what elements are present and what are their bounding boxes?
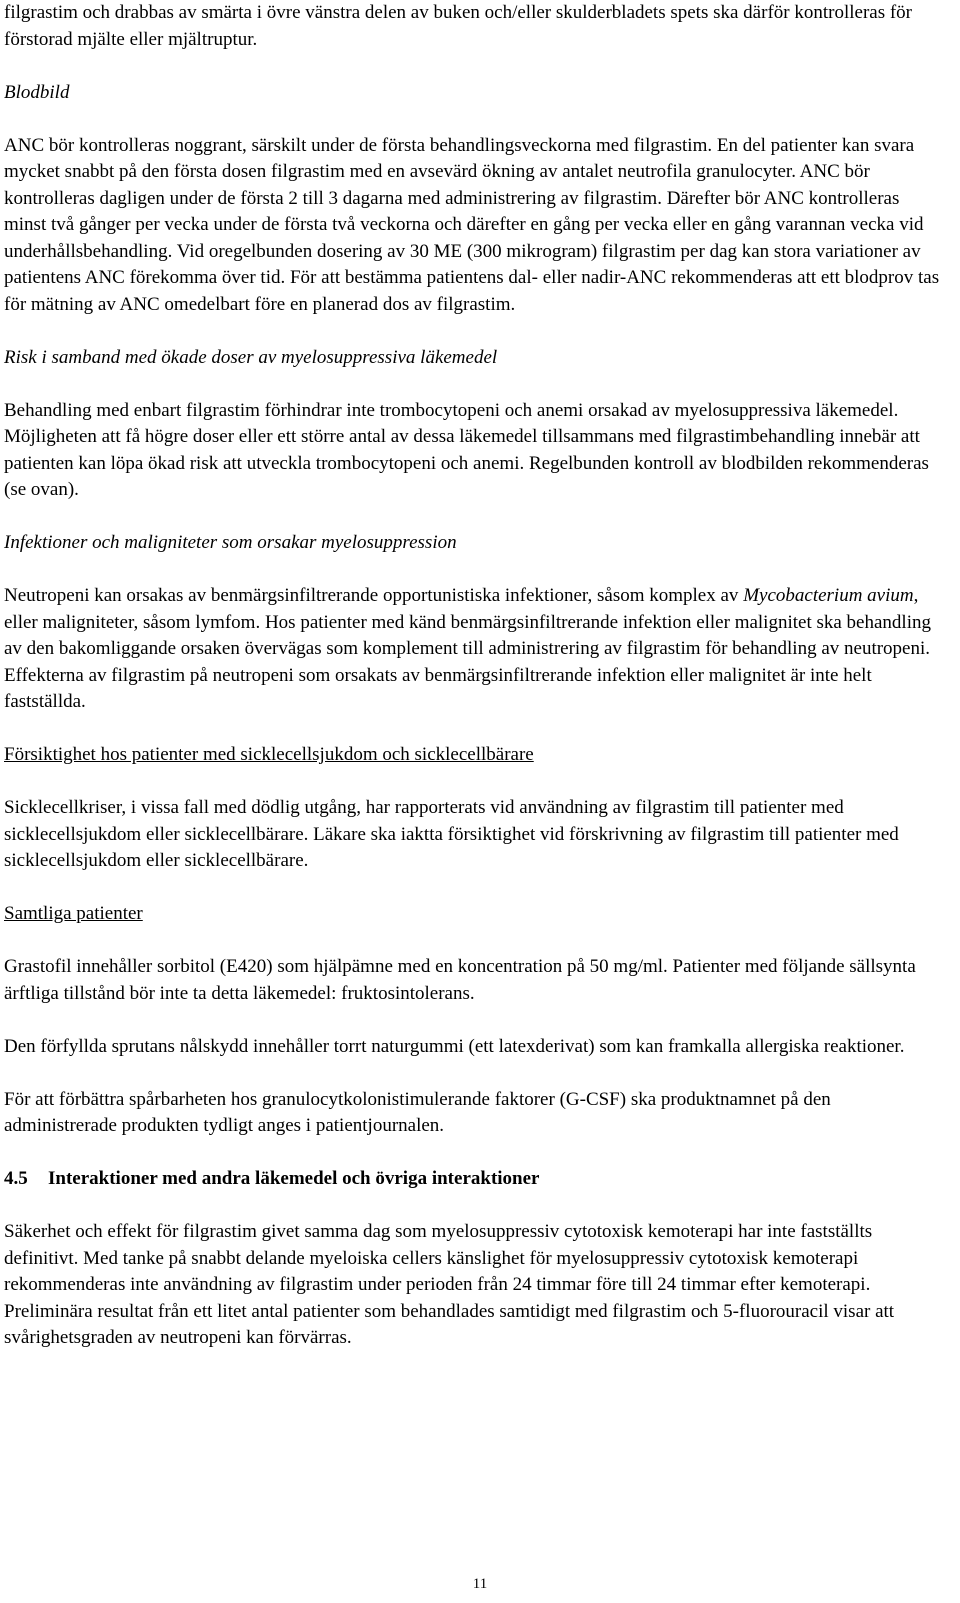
paragraph-interaktioner: Säkerhet och effekt för filgrastim givet samma dag som myelosuppressiv cytotoxisk kemoterapi har inte fastställts definitivt. Med tanke på snabbt delande myeloiska cellers känslighet för myelosuppressiv cytotoxisk kemoterapi rekommenderas inte användning av filgrastim under perioden från 24 timmar före till 24 timmar efter kemoterapi. Preliminära resultat från ett litet antal patienter som behandlades samtidigt med filgrastim och 5-fluorouracil visar att svårighetsgraden av neutropeni kan förvärras. — [4, 1221, 895, 1348]
spacer — [4, 716, 944, 743]
spacer — [4, 1140, 944, 1167]
section-title: Interaktioner med andra läkemedel och övriga interaktioner — [48, 1168, 540, 1189]
heading-sicklecell: Försiktighet hos patienter med sicklecellsjukdom och sicklecellbärare — [4, 744, 534, 765]
paragraph-infektioner-part2: , eller maligniteter, såsom lymfom. Hos patienter med känd benmärgsinfiltrerande infektion eller malignitet ska behandling av den bakomliggande orsaken övervägas som komplement till administrering av filgrastim för behandling av neutropeni. Effekterna av filgrastim på neutropeni som orsakats av benmärgsinfiltrerande infektion eller malignitet är inte helt fastställda. — [4, 585, 931, 712]
spacer — [4, 1193, 944, 1220]
paragraph-blodbild: ANC bör kontrolleras noggrant, särskilt under de första behandlingsveckorna med filgrastim. En del patienter kan svara mycket snabbt på den första dosen filgrastim med en avsevärd ökning av antalet neutrofila granulocyter. ANC bör kontrolleras dagligen under de första 2 till 3 dagarna med administrering av filgrastim. Därefter bör ANC kontrolleras minst två gånger per vecka under de första två veckorna och därefter en gång per vecka eller en gång varannan vecka vid underhållsbehandling. Vid oregelbunden dosering av 30 ME (300 mikrogram) filgrastim per dag kan stora variationer av patientens ANC förekomma över tid. För att bestämma patientens dal- eller nadir-ANC rekommenderas att ett blodprov tas för mätning av ANC omedelbart före en planerad dos av filgrastim. — [4, 134, 940, 315]
heading-risk: Risk i samband med ökade doser av myelosuppressiva läkemedel — [4, 346, 498, 368]
heading-section-4-5 — [4, 1166, 944, 1193]
paragraph-sicklecell: Sicklecellkriser, i vissa fall med dödlig utgång, har rapporterats vid användning av filgrastim till patienter med sicklecellsjukdom eller sicklecellbärare. Läkare ska iaktta försiktighet vid förskrivning av filgrastim till patienter med sicklecellsjukdom eller sicklecellbärare. — [4, 797, 899, 871]
heading-samtliga: Samtliga patienter — [4, 903, 143, 924]
mycobacterium-term: Mycobacterium avium — [743, 585, 914, 606]
spacer — [4, 1007, 944, 1034]
spacer — [4, 557, 944, 584]
paragraph-mjalte: filgrastim och drabbas av smärta i övre vänstra delen av buken och/eller skulderbladets spets ska därför kontrolleras för förstorad mjälte eller mjältruptur. — [4, 2, 913, 50]
section-number: 4.5 — [4, 1168, 28, 1189]
paragraph-infektioner — [4, 583, 944, 716]
paragraph-sorbitol: Grastofil innehåller sorbitol (E420) som hjälpämne med en koncentration på 50 mg/ml. Patienter med följande sällsynta ärftliga tillstånd bör inte ta detta läkemedel: fruktosintolerans. — [4, 956, 916, 1004]
heading-blodbild: Blodbild — [4, 81, 70, 103]
spacer — [4, 504, 944, 531]
spacer — [4, 928, 944, 955]
spacer — [4, 371, 944, 398]
paragraph-infektioner-part1: Neutropeni kan orsakas av benmärgsinfiltrerande opportunistiska infektioner, såsom komplex av — [4, 585, 744, 606]
heading-infektioner: Infektioner och maligniteter som orsakar myelosuppression — [4, 532, 457, 553]
spacer — [4, 875, 944, 902]
spacer — [4, 1060, 944, 1087]
document-page — [4, 0, 944, 1352]
paragraph-latex: Den förfyllda sprutans nålskydd innehåller torrt naturgummi (ett latexderivat) som kan framkalla allergiska reaktioner. — [4, 1035, 905, 1057]
spacer — [4, 106, 944, 133]
spacer — [4, 53, 944, 80]
page-number: 11 — [472, 1576, 488, 1592]
spacer — [4, 318, 944, 345]
paragraph-sparbarhet: För att förbättra spårbarheten hos granulocytkolonistimulerande faktorer (G-CSF) ska produktnamnet på den administrerade produkten tydligt anges i patientjournalen. — [4, 1088, 831, 1136]
spacer — [4, 769, 944, 796]
paragraph-risk: Behandling med enbart filgrastim förhindrar inte trombocytopeni och anemi orsakad av myelosuppressiva läkemedel. Möjligheten att få högre doser eller ett större antal av dessa läkemedel tillsammans med filgrastimbehandling innebär att patienten kan löpa ökad risk att utveckla trombocytopeni och anemi. Regelbunden kontroll av blodbilden rekommenderas (se ovan). — [4, 399, 929, 500]
